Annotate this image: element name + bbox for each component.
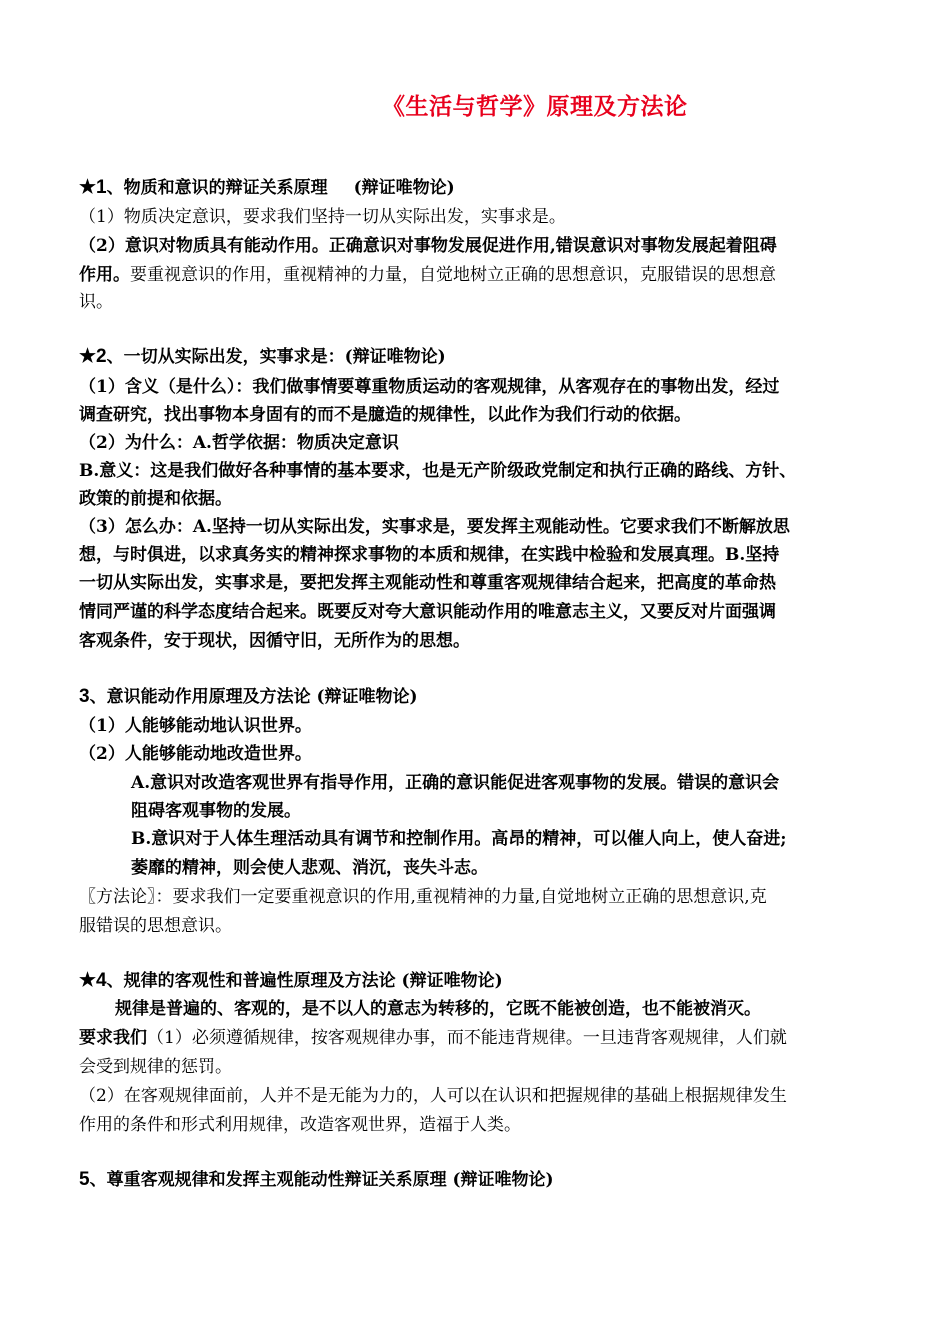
paragraph-line: （1）物质决定意识，要求我们坚持一切从实际出发，实事求是。: [79, 207, 566, 227]
paragraph-line: （2）为什么：A.哲学依据：物质决定意识: [79, 433, 399, 453]
paragraph-line: 一切从实际出发，实事求是，要把发挥主观能动性和尊重客观规律结合起来，把高度的革命热: [79, 573, 776, 593]
paragraph-line: 情同严谨的科学态度结合起来。既要反对夸大意识能动作用的唯意志主义，又要反对片面强调: [79, 602, 776, 622]
section-2-heading: [79, 347, 879, 367]
section-3-heading: [79, 687, 879, 707]
paragraph-line: 服错误的思想意识。: [79, 916, 232, 936]
paragraph-line: [79, 265, 879, 285]
section-number: 5: [79, 1169, 90, 1190]
bold-phrase: 要求我们: [79, 1028, 147, 1048]
paragraph-line: 〖方法论〗：要求我们一定要重视意识的作用,重视精神的力量,自觉地树立正确的思想意识,克: [79, 887, 767, 907]
section-1-title: 、物质和意识的辩证关系原理: [106, 178, 328, 198]
paragraph-line: （2）在客观规律面前，人并不是无能为力的，人可以在认识和把握规律的基础上根据规律发生: [79, 1086, 787, 1106]
section-4-title: 、规律的客观性和普遍性原理及方法论 (辩证唯物论): [106, 971, 503, 991]
paragraph-line: （2）人能够能动地改造世界。: [79, 744, 312, 764]
paragraph-line: 会受到规律的惩罚。: [79, 1057, 232, 1077]
paragraph-line: （1）含义（是什么）：我们做事情要尊重物质运动的客观规律，从客观存在的事物出发，经过: [79, 377, 780, 397]
star-icon: ★: [79, 346, 97, 367]
paragraph-line: A.意识对改造客观世界有指导作用，正确的意识能促进客观事物的发展。错误的意识会: [131, 773, 780, 793]
paragraph-line: 规律是普遍的、客观的，是不以人的意志为转移的，它既不能被创造，也不能被消灭。: [115, 999, 761, 1019]
paragraph-line: 作用的条件和形式利用规律，改造客观世界，造福于人类。: [79, 1115, 521, 1135]
section-2-title: 、一切从实际出发，实事求是：(辩证唯物论): [106, 347, 446, 367]
paragraph-line: 萎靡的精神，则会使人悲观、消沉，丧失斗志。: [131, 858, 488, 878]
section-4-heading: [79, 971, 879, 991]
section-number: 2: [96, 346, 107, 367]
text-phrase: 要重视意识的作用，重视精神的力量，自觉地树立正确的思想意识，克服错误的思想意: [130, 265, 776, 285]
paragraph-line: 想，与时俱进，以求真务实的精神探求事物的本质和规律，在实践中检验和发展真理。B.坚持: [79, 545, 780, 565]
bold-phrase: 作用。: [79, 265, 130, 285]
section-5-heading: [79, 1170, 879, 1190]
paragraph-line: （1）人能够能动地认识世界。: [79, 716, 312, 736]
section-number: 1: [96, 177, 107, 198]
section-1-heading: [79, 178, 879, 198]
paragraph-line: （2）意识对物质具有能动作用。正确意识对事物发展促进作用,错误意识对事物发展起着阻碍: [79, 236, 777, 256]
section-number: 3: [79, 686, 90, 707]
paragraph-line: B.意义：这是我们做好各种事情的基本要求，也是无产阶级政党制定和执行正确的路线、方针、: [79, 461, 797, 481]
section-5-title: 、尊重客观规律和发挥主观能动性辩证关系原理 (辩证唯物论): [89, 1170, 554, 1190]
paragraph-line: [79, 1028, 879, 1048]
paragraph-line: 调查研究，找出事物本身固有的而不是臆造的规律性，以此作为我们行动的依据。: [79, 405, 691, 425]
paragraph-line: 政策的前提和依据。: [79, 489, 232, 509]
paragraph-line: （3）怎么办：A.坚持一切从实际出发，实事求是，要发挥主观能动性。它要求我们不断解放思: [79, 517, 790, 537]
star-icon: ★: [79, 177, 97, 198]
paragraph-line: 阻碍客观事物的发展。: [131, 801, 301, 821]
text-phrase: （1）必须遵循规律，按客观规律办事，而不能违背规律。一旦违背客观规律，人们就: [147, 1028, 787, 1048]
section-number: 4: [96, 970, 107, 991]
star-icon: ★: [79, 970, 97, 991]
section-3-title: 、意识能动作用原理及方法论 (辩证唯物论): [89, 687, 418, 707]
section-1-tag: (辩证唯物论): [353, 178, 455, 198]
page-title: 《生活与哲学》原理及方法论: [382, 93, 688, 120]
paragraph-line: B.意识对于人体生理活动具有调节和控制作用。高昂的精神，可以催人向上，使人奋进;: [131, 829, 787, 849]
paragraph-line: 客观条件，安于现状，因循守旧，无所作为的思想。: [79, 631, 470, 651]
paragraph-line: 识。: [79, 292, 113, 312]
